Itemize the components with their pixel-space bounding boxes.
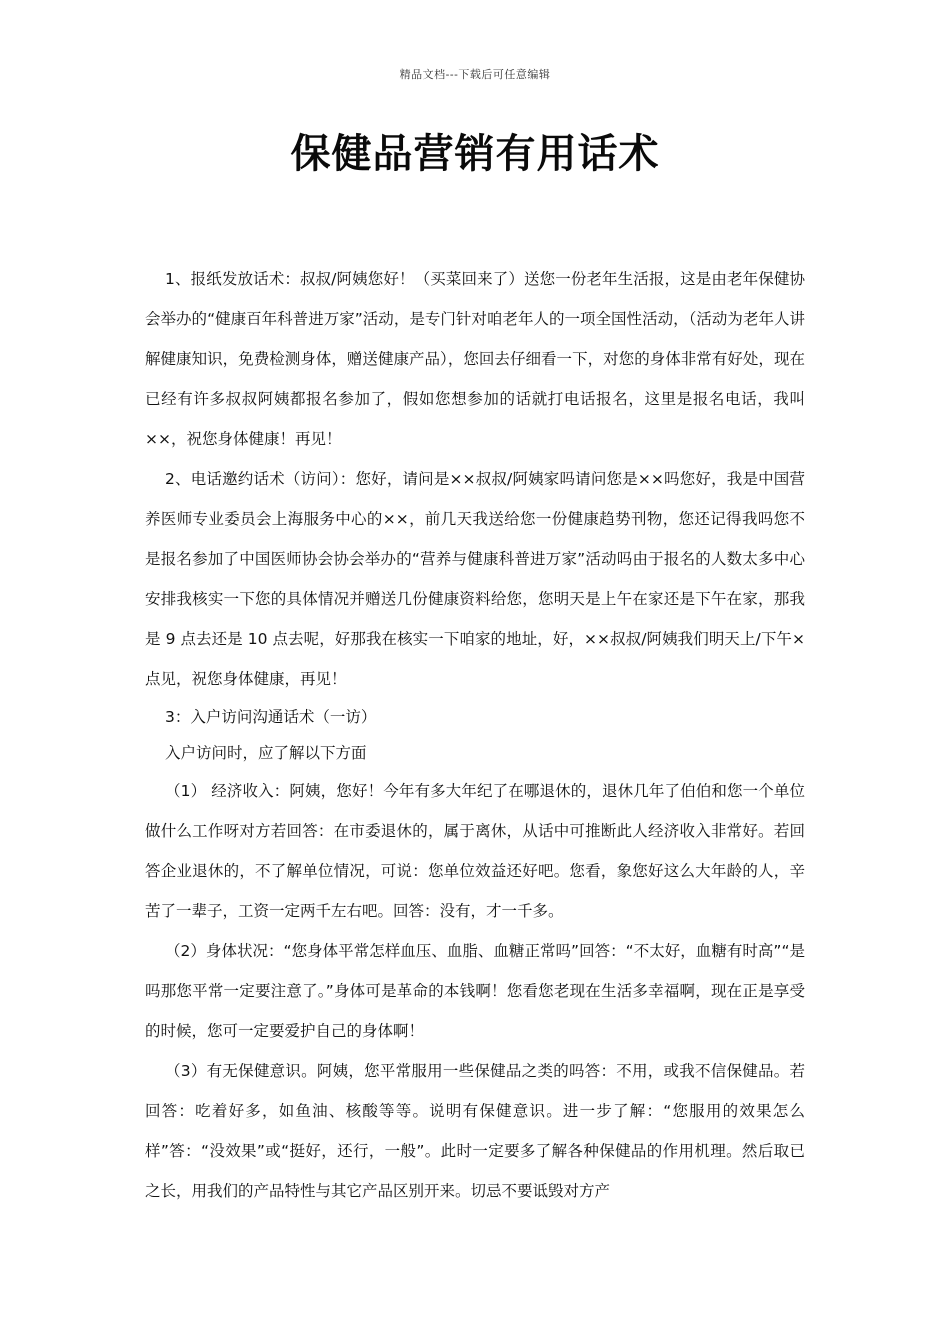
paragraph-2: 2、电话邀约话术（访问）：您好，请问是××叔叔/阿姨家吗请问您是××吗您好，我是中国营养医师专业委员会上海服务中心的××，前几天我送给您一份健康趋势刊物，您还记得我吗您不是报名参加了中国医师协会协会举办的“营养与健康科普进万家”活动吗由于报名的人数太多中心安排我核实一下您的具体情况并赠送几份健康资料给您，您明天是上午在家还是下午在家，那我是 9 点去还是 10 点去呢，好那我在核实一下咱家的地址，好，××叔叔/阿姨我们明天上/下午×点见，祝您身体健康，再见！ <box>145 470 805 688</box>
section-heading-3: 3：入户访问沟通话术（一访） <box>165 708 377 726</box>
document-title: 保健品营销有用话术 <box>290 130 660 177</box>
paragraph-economic-income: （1） 经济收入：阿姨，您好！今年有多大年纪了在哪退休的，退休几年了伯伯和您一个单位做什么工作呀对方若回答：在市委退休的，属于离休，从话中可推断此人经济收入非常好。若回答企业退休的，不了解单位情况，可说：您单位效益还好吧。您看，象您好这么大年龄的人，辛苦了一辈子，工资一定两千左右吧。回答：没有，才一千多。 <box>145 782 805 920</box>
paragraph-health-status: （2）身体状况：“您身体平常怎样血压、血脂、血糖正常吗”回答：“不太好，血糖有时高”“是吗那您平常一定要注意了。”身体可是革命的本钱啊！您看您老现在生活多幸福啊，现在正是享受的时候，您可一定要爱护自己的身体啊！ <box>145 942 805 1040</box>
paragraph-health-awareness: （3）有无保健意识。阿姨，您平常服用一些保健品之类的吗答：不用，或我不信保健品。若回答：吃着好多，如鱼油、核酸等等。说明有保健意识。进一步了解：“您服用的效果怎么样”答：“没效果”或“挺好，还行，一般”。此时一定要多了解各种保健品的作用机理。然后取已之长，用我们的产品特性与其它产品区别开来。切忌不要诋毁对方产 <box>145 1062 805 1200</box>
document-body <box>145 259 805 1211</box>
page-header: 精品文档---下载后可任意编辑 <box>399 68 551 81</box>
paragraph-1: 1、报纸发放话术：叔叔/阿姨您好！（买菜回来了）送您一份老年生活报，这是由老年保健协会举办的“健康百年科普进万家”活动，是专门针对咱老年人的一项全国性活动，（活动为老年人讲解健康知识，免费检测身体，赠送健康产品），您回去仔细看一下，对您的身体非常有好处，现在已经有许多叔叔阿姨都报名参加了，假如您想参加的话就打电话报名，这里是报名电话，我叫××，祝您身体健康！再见！ <box>145 270 805 448</box>
paragraph-intro: 入户访问时，应了解以下方面 <box>165 744 367 762</box>
